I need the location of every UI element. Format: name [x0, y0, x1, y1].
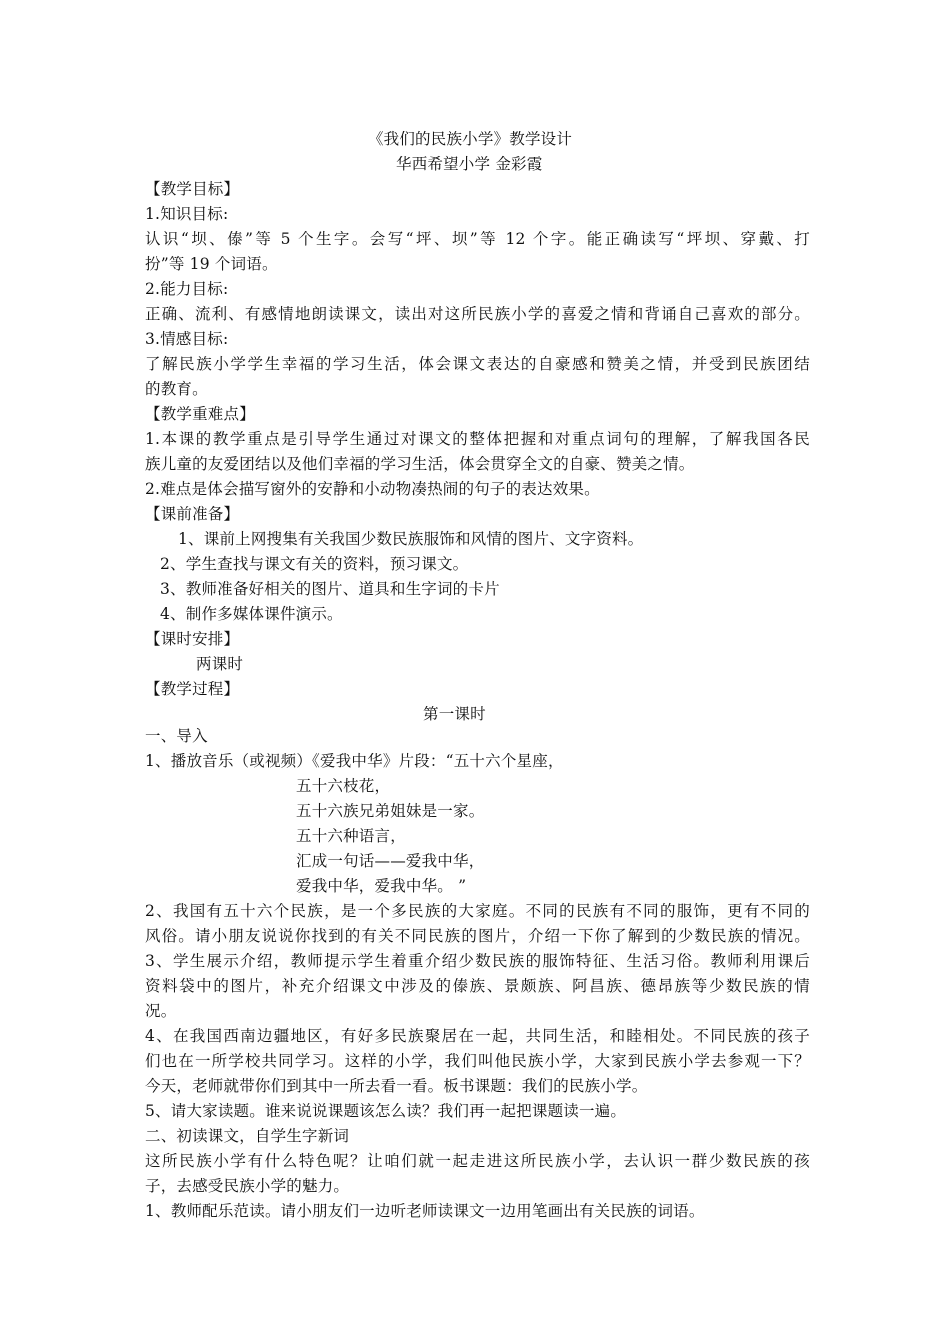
schedule-value: 两课时: [196, 655, 244, 673]
section-1-title: 一、导入: [145, 727, 208, 745]
section-1-item-3-text-2: 资料袋中的图片，补充介绍课文中涉及的傣族、景颇族、阿昌族、德昂族等少数民族的情: [145, 977, 810, 995]
song-line: 五十六枝花，: [296, 777, 391, 795]
ability-goal-label: 2.能力目标:: [145, 280, 229, 298]
section-2-item-1: 1、教师配乐范读。请小朋友们一边听老师读课文一边用笔画出有关民族的词语。: [145, 1202, 705, 1220]
section-2-title: 二、初读课文，自学生字新词: [145, 1127, 350, 1145]
section-1-item-1: 1、播放音乐（或视频）《爱我中华》片段：“五十六个星座，: [145, 752, 564, 770]
section-1-item-2-text-2: 风俗。请小朋友说说你找到的有关不同民族的图片，介绍一下你了解到的少数民族的情况。: [145, 927, 810, 945]
section-1-item-2-text-1: 2、我国有五十六个民族，是一个多民族的大家庭。不同的民族有不同的服饰，更有不同的: [145, 902, 810, 920]
document-title: 《我们的民族小学》教学设计: [367, 130, 573, 148]
emotion-goal-label: 3.情感目标:: [145, 330, 229, 348]
schedule-heading: 【课时安排】: [145, 630, 240, 648]
song-line: 汇成一句话——爱我中华，: [296, 852, 485, 870]
section-1-item-3-text-3: 况。: [145, 1002, 177, 1020]
prep-item: 3、教师准备好相关的图片、道具和生字词的卡片: [160, 580, 500, 598]
process-heading: 【教学过程】: [145, 680, 240, 698]
key-point-1-text-2: 族儿童的友爱团结以及他们幸福的学习生活，体会贯穿全文的自豪、赞美之情。: [145, 455, 695, 473]
section-1-item-4-text-2: 们也在一所学校共同学习。这样的小学，我们叫他民族小学，大家到民族小学去参观一下？: [145, 1052, 810, 1070]
knowledge-goal-label: 1.知识目标:: [145, 205, 229, 223]
song-line: 五十六族兄弟姐妹是一家。: [296, 802, 485, 820]
section-1-item-4-text-3: 今天，老师就带你们到其中一所去看一看。板书课题：我们的民族小学。: [145, 1077, 648, 1095]
goals-heading: 【教学目标】: [145, 180, 240, 198]
section-1-item-4-text-1: 4、在我国西南边疆地区，有好多民族聚居在一起，共同生活，和睦相处。不同民族的孩子: [145, 1027, 810, 1045]
emotion-goal-text-1: 了解民族小学学生幸福的学习生活，体会课文表达的自豪感和赞美之情，并受到民族团结: [145, 355, 810, 373]
prep-item: 2、学生查找与课文有关的资料，预习课文。: [160, 555, 469, 573]
section-1-item-3-text-1: 3、学生展示介绍，教师提示学生着重介绍少数民族的服饰特征、生活习俗。教师利用课后: [145, 952, 810, 970]
prep-item: 4、制作多媒体课件演示。: [160, 605, 343, 623]
knowledge-goal-text-2: 扮”等 19 个词语。: [145, 255, 278, 273]
knowledge-goal-text-1: 认识“坝、傣”等 5 个生字。会写“坪、坝”等 12 个字。能正确读写“坪坝、穿戴、打: [145, 230, 810, 248]
prep-heading: 【课前准备】: [145, 505, 240, 523]
song-line: 五十六种语言，: [296, 827, 406, 845]
lesson-one-heading: 第一课时: [423, 705, 486, 723]
section-2-intro-text-2: 子，去感受民族小学的魅力。: [145, 1177, 350, 1195]
section-2-intro-text-1: 这所民族小学有什么特色呢？让咱们就一起走进这所民族小学，去认识一群少数民族的孩: [145, 1152, 810, 1170]
song-line: 爱我中华，爱我中华。 ”: [296, 877, 467, 895]
ability-goal-text: 正确、流利、有感情地朗读课文，读出对这所民族小学的喜爱之情和背诵自己喜欢的部分。: [145, 305, 810, 323]
document-author: 华西希望小学 金彩霞: [396, 155, 543, 173]
key-points-heading: 【教学重难点】: [145, 405, 255, 423]
key-point-2-text: 2.难点是体会描写窗外的安静和小动物凑热闹的句子的表达效果。: [145, 480, 600, 498]
section-1-item-5: 5、请大家读题。谁来说说课题该怎么读？我们再一起把课题读一遍。: [145, 1102, 627, 1120]
prep-item: 1、课前上网搜集有关我国少数民族服饰和风情的图片、文字资料。: [178, 530, 644, 548]
emotion-goal-text-2: 的教育。: [145, 380, 208, 398]
key-point-1-text-1: 1.本课的教学重点是引导学生通过对课文的整体把握和对重点词句的理解，了解我国各民: [145, 430, 810, 448]
